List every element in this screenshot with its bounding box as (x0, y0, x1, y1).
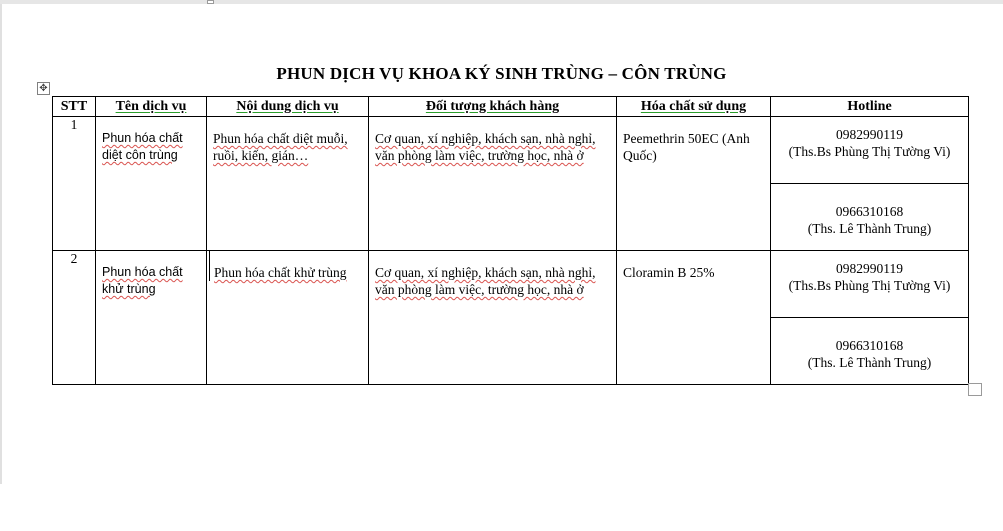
service-table (52, 96, 969, 385)
header-customers: Đối tượng khách hàng (369, 97, 617, 117)
cell-service-name[interactable] (96, 251, 207, 385)
cell-chemical[interactable] (617, 117, 771, 251)
header-chemical: Hóa chất sử dụng (617, 97, 771, 117)
cell-hotline[interactable] (771, 117, 969, 184)
chemical-text: Peemethrin 50EC (Anh Quốc) (623, 131, 750, 163)
chemical-text: Cloramin B 25% (623, 265, 715, 280)
service-name-text: Phun hóa chất khử trùng (102, 265, 183, 296)
service-content-text: Phun hóa chất diệt muỗi, ruồi, kiến, gián… (213, 131, 348, 163)
header-service-content: Nội dung dịch vụ (207, 97, 369, 117)
table-row (53, 117, 969, 184)
stt-value: 2 (70, 251, 78, 266)
hotline-person: (Ths.Bs Phùng Thị Tường Vi) (788, 144, 951, 159)
header-stt: STT (53, 97, 96, 117)
service-content-text: Phun hóa chất khử trùng (209, 251, 368, 281)
table-move-handle-icon[interactable]: ✥ (37, 82, 50, 95)
cell-stt[interactable] (53, 251, 96, 385)
cell-customers[interactable] (369, 251, 617, 385)
customers-text: Cơ quan, xí nghiệp, khách sạn, nhà nghỉ, văn phòng làm việc, trường học, nhà ở (375, 131, 596, 163)
document-title: PHUN DỊCH VỤ KHOA KÝ SINH TRÙNG – CÔN TRÙNG (276, 64, 727, 83)
cell-service-content[interactable] (207, 251, 369, 385)
hotline-phone: 0982990119 (836, 127, 903, 142)
cell-customers[interactable] (369, 117, 617, 251)
cell-service-name[interactable] (96, 117, 207, 251)
cell-hotline[interactable] (771, 251, 969, 318)
hotline-person: (Ths. Lê Thành Trung) (807, 221, 932, 236)
cell-chemical[interactable] (617, 251, 771, 385)
hotline-phone: 0982990119 (836, 261, 903, 276)
ruler-indent-marker[interactable] (207, 0, 214, 4)
cell-service-content[interactable] (207, 117, 369, 251)
cell-hotline[interactable] (771, 184, 969, 251)
table-row (53, 251, 969, 318)
header-service-name: Tên dịch vụ (96, 97, 207, 117)
cell-stt[interactable] (53, 117, 96, 251)
service-name-text: Phun hóa chất diệt côn trùng (102, 131, 183, 162)
stt-value: 1 (70, 117, 78, 132)
hotline-person: (Ths. Lê Thành Trung) (807, 355, 932, 370)
table-resize-handle[interactable] (968, 383, 982, 396)
header-hotline: Hotline (771, 97, 969, 117)
hotline-phone: 0966310168 (835, 204, 904, 219)
table-header-row (53, 97, 969, 117)
customers-text: Cơ quan, xí nghiệp, khách sạn, nhà nghỉ, văn phòng làm việc, trường học, nhà ở (375, 265, 596, 297)
hotline-phone: 0966310168 (835, 338, 904, 353)
page-top-bar (0, 0, 1003, 4)
cell-hotline[interactable] (771, 318, 969, 385)
hotline-person: (Ths.Bs Phùng Thị Tường Vi) (788, 278, 951, 293)
